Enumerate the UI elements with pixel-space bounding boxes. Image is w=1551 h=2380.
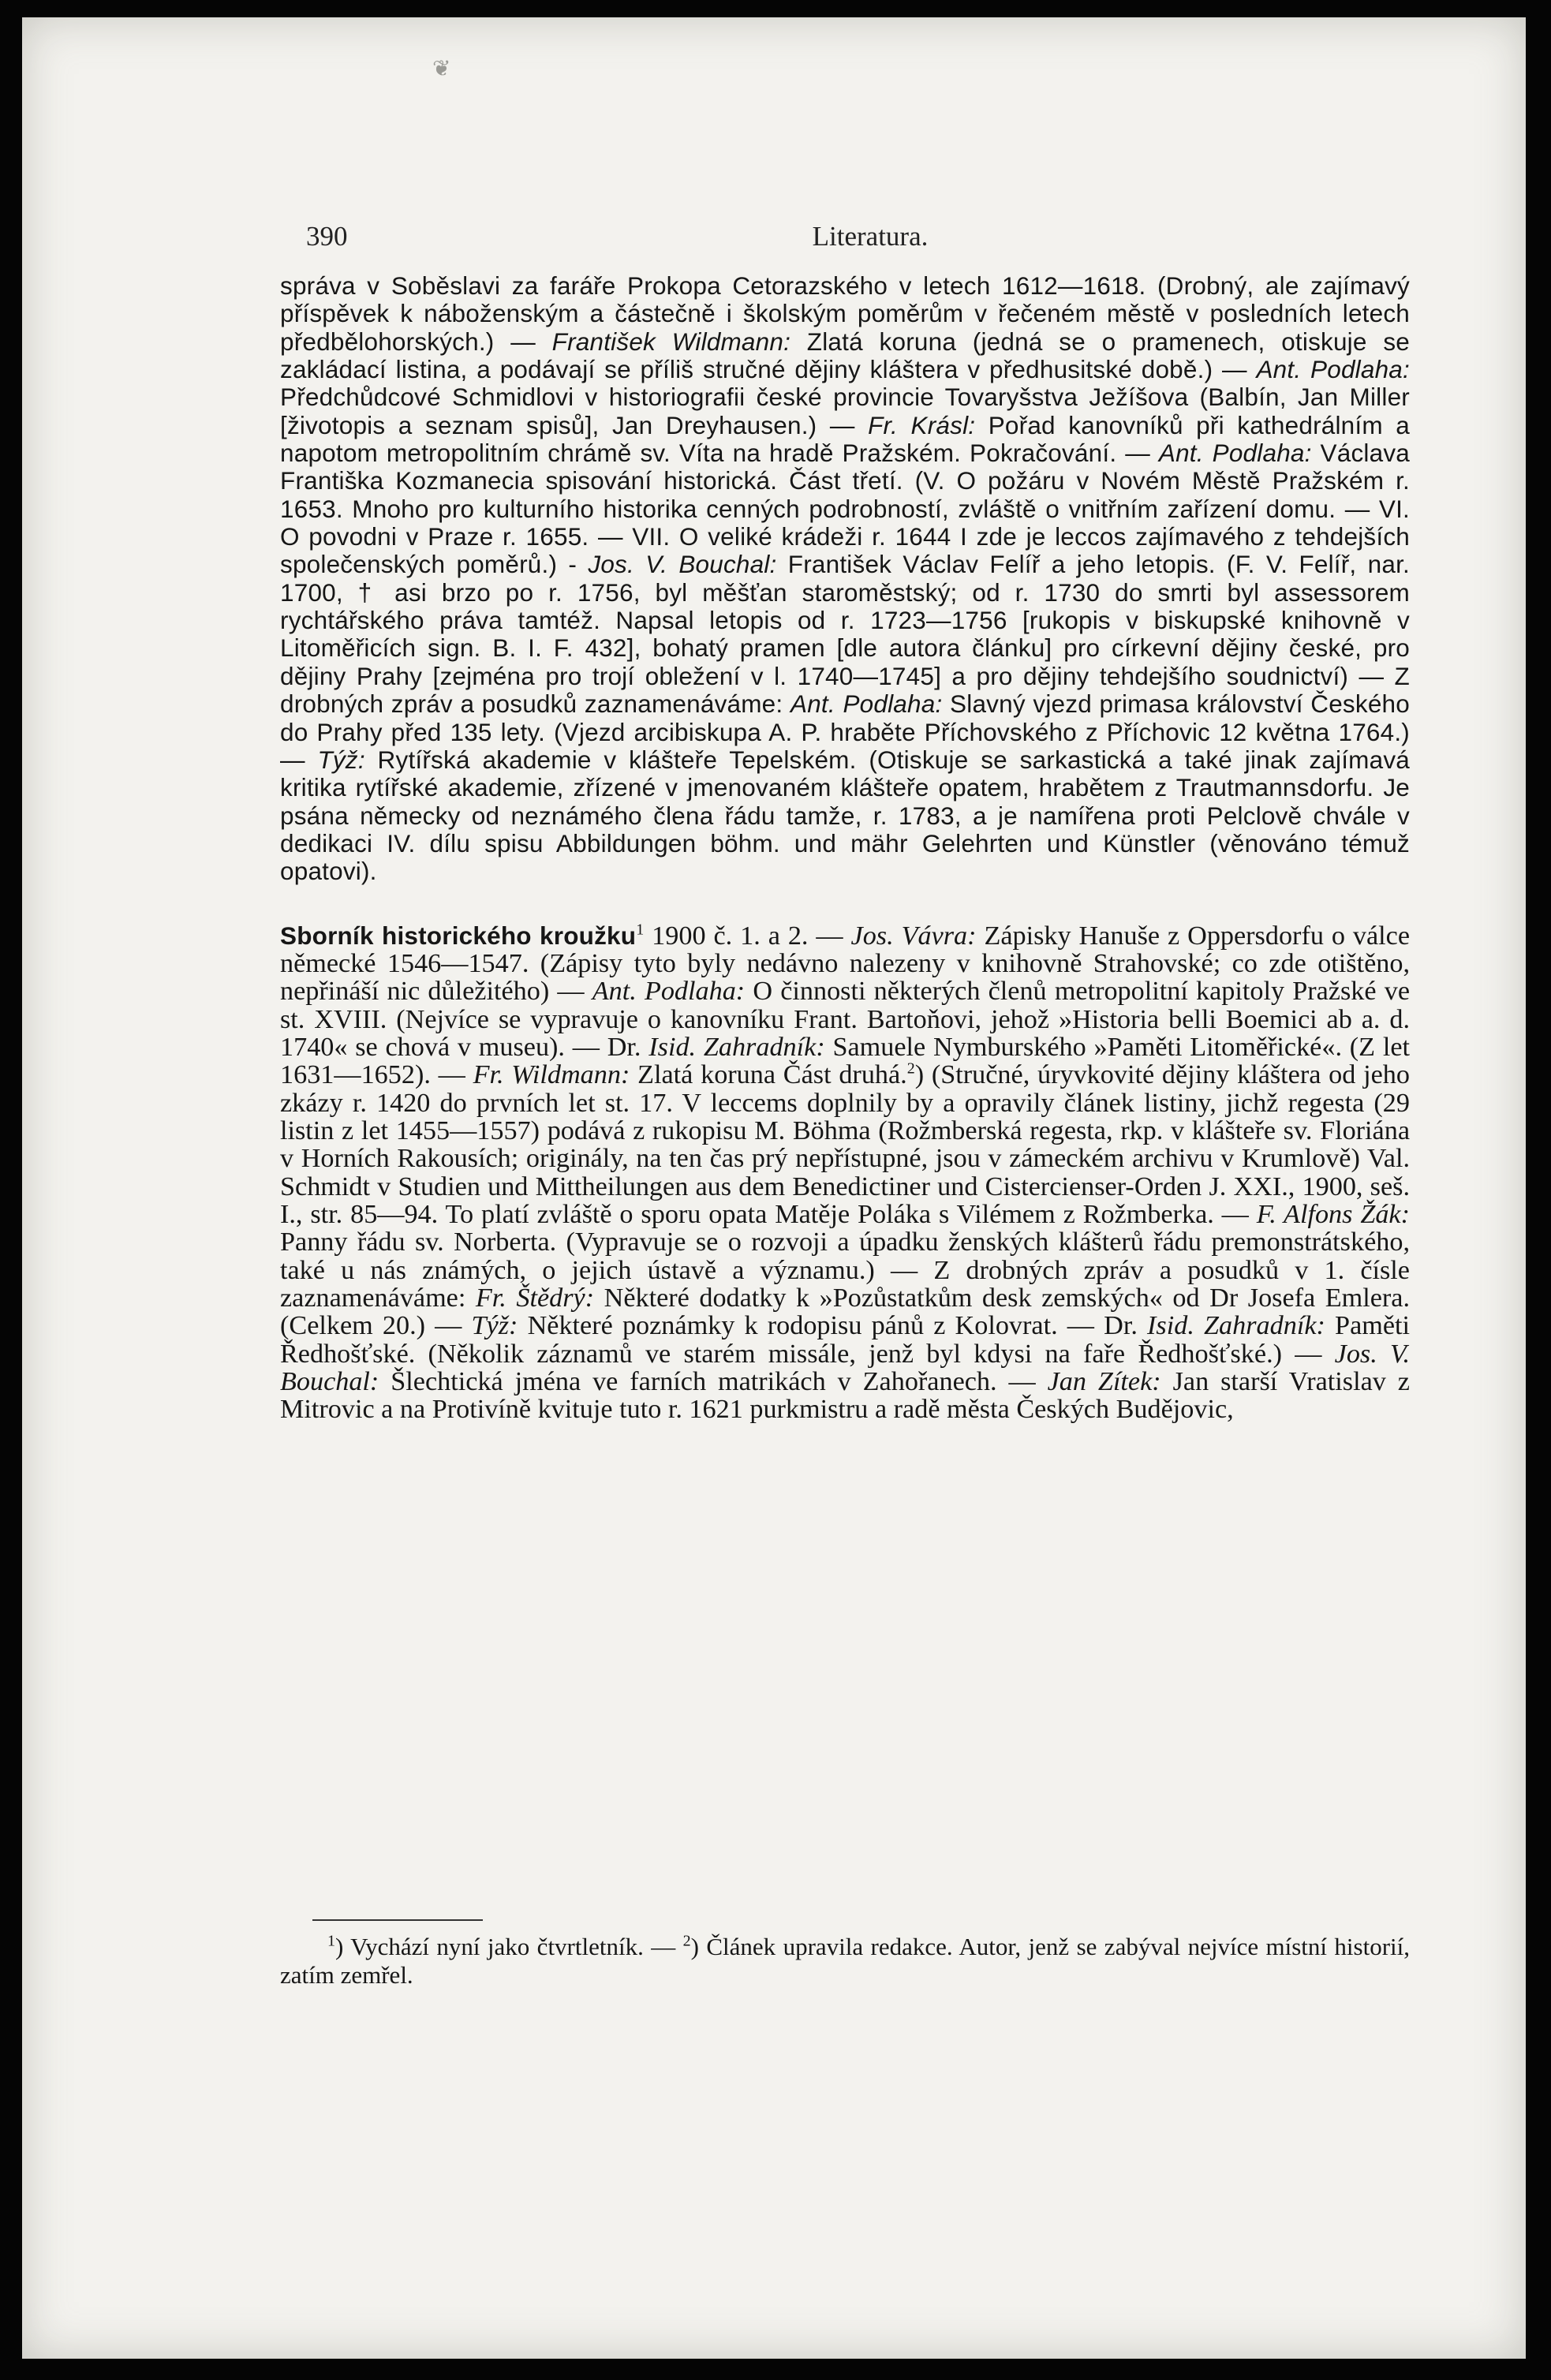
text-run: Slavný vjezd primasa království Českého do Prahy před 135 lety. (Vjezd arcibiskupa A. P. hraběte Příchovského z Příchovic 12 května 1764.) — [280, 689, 1410, 774]
text-run: Václava Františka Kozmanecia spisování historická. Část třetí. (V. O požáru v Novém Městě Pražském r. 1653. Mnoho pro kulturního historika cenných podrobností, zvláště o vnitřním zařízení domu. — VI. O povodni v Praze r. 1655. — VII. O veliké krádeži r. 1644 I zde je leccos zajímavého z tehdejších společenských poměrů.) - [280, 439, 1410, 579]
body-text [280, 272, 1410, 1424]
text-run: 1900 č. 1. a 2. — [644, 921, 851, 951]
text-run: Zlatá koruna Část druhá. [630, 1060, 907, 1090]
footnote-mark: 2 [906, 1059, 915, 1078]
author-name: Týž: [317, 745, 365, 774]
text-run: Panny řádu sv. Norberta. (Vypravuje se o rozvoji a úpadku ženských klášterů řádu premonstrátského, také u nás známých, o jejich ústavě a významu.) — Z drobných zpráv a posudků v 1. čísle zaznamenáváme: [280, 1227, 1410, 1313]
author-name: Jos. V. Bouchal: [280, 1339, 1411, 1397]
running-title: Literatura. [812, 221, 929, 252]
author-name: Jan Zítek: [1047, 1367, 1161, 1397]
footnote-divider [312, 1919, 483, 1921]
text-run: Samuele Nymburského »Paměti Litoměřické«. (Z let 1631—1652). — [280, 1032, 1410, 1090]
text-run: Pořad kanovníků při kathedrálním a napotom metropolitním chrámě sv. Víta na hradě Pražském. Pokračování. — [280, 410, 1411, 468]
author-name: Isid. Zahradník: [1147, 1311, 1325, 1341]
author-name: Ant. Podlaha: [1158, 439, 1312, 468]
page-number: 390 [306, 221, 348, 252]
footnotes [280, 1933, 1410, 1990]
journal-title: Sborník historického kroužku [280, 921, 637, 950]
text-run: Paměti Ředhošťské. (Několik záznamů ve starém missále, jenž byl kdysi na faře Ředhošťské.) — [280, 1311, 1411, 1369]
footnote-mark: 1 [327, 1932, 335, 1950]
text-run: Některé dodatky k »Pozůstatkům desk zemských« od Dr Josefa Emlera. (Celkem 20.) — [280, 1283, 1410, 1341]
text-run: ) (Stručné, úryvkovité dějiny kláštera od jeho zkázy r. 1420 do prvních let st. 17. V leccems doplnily by a opravily článek listiny, jichž regesta (29 listin z let 1455—1557) podává z rukopisu M. Böhma (Rožmberská regesta, rkp. v klášteře sv. Floriána v Horních Rakousích; originály, na ten čas prý nepřístupné, jsou v zámeckém archivu v Krumlově) Val. Schmidt v Studien und Mittheilungen aus dem Benedictiner und Cistercienser-Orden J. XXI., 1900, seš. I., str. 85—94. To platí zvláště o sporu opata Matěje Poláka s Vilémem z Rožmberka. — [280, 1060, 1410, 1229]
author-name: Ant. Podlaha: [790, 689, 943, 719]
author-name: F. Alfons Žák: [1256, 1200, 1410, 1229]
text-run: Předchůdcové Schmidlovi v historiografii české provincie Tovaryšstva Ježíšova (Balbín, Jan Miller [životopis a seznam spisů], Jan Dreyhausen.) — [280, 383, 1410, 439]
footnote-mark: 2 [682, 1932, 691, 1950]
text-run: Jan starší Vratislav z Mitrovic a na Protivíně kvituje tuto r. 1621 purkmistru a radě města Českých Budějovic, [280, 1367, 1410, 1425]
paper-blemish-icon: ❦ [432, 57, 451, 81]
author-name: Jos. V. Bouchal: [588, 550, 777, 579]
text-run: správa v Soběslavi za faráře Prokopa Cetorazského v letech 1612—1618. (Drobný, ale zajímavý příspěvek k náboženským a částečně i školským poměrům v řečeném městě v posledních letech předbělohorských.) — [280, 271, 1410, 356]
text-run: Zápisky Hanuše z Oppersdorfu o válce německé 1546—1547. (Zápisy tyto byly nedávno nalezeny v knihovně Strahovské; co zde otištěno, nepřináší nic důležitého) — [280, 921, 1410, 1007]
footnote-mark: 1 [636, 921, 645, 939]
paragraph-1 [280, 272, 1410, 886]
text-run: Zlatá koruna (jedná se o pramenech, otiskuje se zakládací listina, a podávají se příliš stručné dějiny kláštera v předhusitské době.) — [280, 327, 1410, 384]
author-name: Ant. Podlaha: [592, 977, 746, 1007]
text-run: František Václav Felíř a jeho letopis. (F. V. Felíř, nar. 1700, † asi brzo po r. 1756, byl měšťan staroměstský; od r. 1730 do smrti byl assessorem rychtářského práva tamtéž. Napsal letopis od r. 1723—1756 [rukopis v biskupské knihovně v Litoměřicích sign. B. I. F. 432], bohatý pramen [dle autora článku] pro církevní dějiny české, pro dějiny Prahy [zejména pro trojí obležení v l. 1740—1745] a pro dějiny tehdejšího soudnictví) — Z drobných zpráv a posudků zaznamenáváme: [280, 550, 1410, 719]
paragraph-2 [280, 922, 1410, 1424]
author-name: Fr. Krásl: [868, 410, 976, 439]
footnote-text: ) Článek upravila redakce. Autor, jenž se zabýval nejvíce místní historií, zatím zemřel. [280, 1933, 1410, 1989]
author-name: František Wildmann: [551, 327, 791, 356]
footnote-text: ) Vychází nyní jako čtvrtletník. — [335, 1933, 683, 1960]
page-header [306, 221, 1434, 268]
text-run: Šlechtická jména ve farních matrikách v Zahořanech. — [379, 1367, 1048, 1397]
author-name: Jos. Vávra: [850, 921, 977, 951]
author-name: Isid. Zahradník: [648, 1032, 825, 1062]
text-run: O činnosti některých členů metropolitní kapitoly Pražské ve st. XVIII. (Nejvíce se vypravuje o kanovníku Frant. Bartoňovi, jehož »Historia belli Boemici ab a. d. 1740« se chová v museu). — Dr. [280, 977, 1410, 1062]
author-name: Ant. Podlaha: [1256, 355, 1410, 384]
author-name: Fr. Štědrý: [475, 1283, 595, 1313]
text-run: Rytířská akademie v klášteře Tepelském. (Otiskuje se sarkastická a také jinak zajímavá kritika rytířské akademie, zřízené v jmenovaném klášteře opatem, hrabětem z Trautmannsdorfu. Je psána německy od neznámého člena řádu tamže, r. 1783, a je namířena proti Pelclově chvále v dedikaci IV. dílu spisu Abbildungen böhm. und mähr Gelehrten und Künstler (věnováno témuž opatovi). [280, 745, 1410, 886]
author-name: Týž: [471, 1311, 518, 1341]
text-run: Některé poznámky k rodopisu pánů z Kolovrat. — Dr. [518, 1311, 1148, 1341]
author-name: Fr. Wildmann: [473, 1060, 630, 1090]
